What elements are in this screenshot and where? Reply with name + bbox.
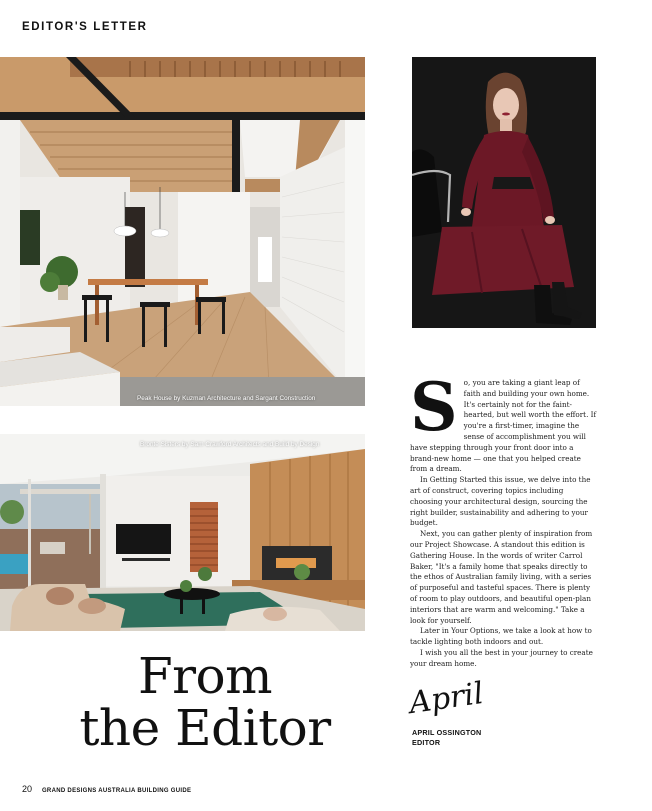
editor-portrait-photo <box>412 57 596 328</box>
peak-house-photo <box>0 57 365 406</box>
page-number: 20 <box>22 784 33 794</box>
article-paragraph-4: Later in Your Options, we take a look at how to tackle lighting both indoors and out. <box>410 626 592 647</box>
drop-cap: S <box>410 368 458 446</box>
photo-top-caption: Peak House by Kuzman Architecture and Sargant Construction <box>137 395 316 402</box>
editor-signature: April <box>407 675 486 721</box>
section-label: EDITOR'S LETTER <box>22 21 148 33</box>
photo-bottom-caption: Bronte Sisters by Sam Crawford Architects and Build by Design <box>140 441 320 448</box>
publication-name: GRAND DESIGNS AUSTRALIA BUILDING GUIDE <box>41 788 192 794</box>
article-paragraph-1: o, you are taking a giant leap of faith and building your own home. It's certainly not for the faint-hearted, but well worth the effort. If you're a first-timer, imagine the sense of accomplishment you will have stepping through your front door into a brand-new home — one that you helped create from a dream. <box>410 378 597 474</box>
editor-title: EDITOR <box>412 738 441 747</box>
article-body <box>410 368 598 670</box>
headline-line-1: From <box>137 647 273 705</box>
article-paragraph-5: I wish you all the best in your journey to create your dream home. <box>410 647 593 668</box>
headline-line-2: the Editor <box>79 699 331 757</box>
editor-name: APRIL OSSINGTON <box>412 728 482 737</box>
headline <box>60 647 350 757</box>
article-paragraph-2: In Getting Started this issue, we delve into the art of construct, covering topics including choosing your architectural design, sourcing the right builder, sustainability and adhering to your budget. <box>410 475 591 528</box>
article-paragraph-3: Next, you can gather plenty of inspiration from our Project Showcase. A standout this edition is Gathering House. In the words of writer Carrol Baker, "It's a family home that speaks directly to the ethos of Australian family living, with a series of purposeful and tasteful spaces. There is plenty of room to play outdoors, and beautiful open-plan interiors that are warm and welcoming." Take a look for yourself. <box>410 529 593 625</box>
bronte-sisters-photo <box>0 434 365 631</box>
folio <box>22 784 191 794</box>
